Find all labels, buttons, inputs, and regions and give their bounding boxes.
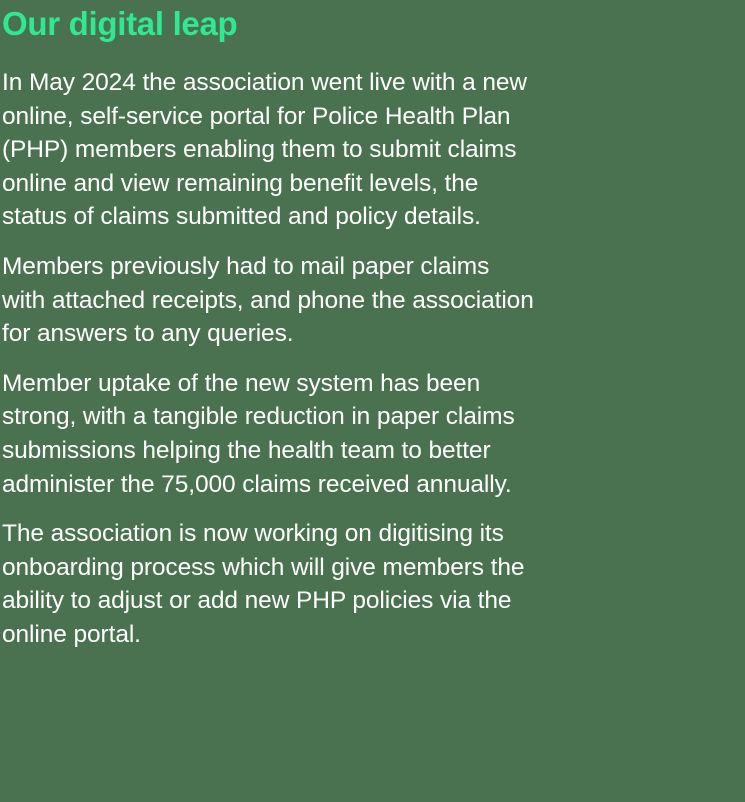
text-line: status of claims submitted and policy details. — [2, 203, 481, 231]
text-line: Members previously had to mail paper claims — [2, 252, 490, 280]
text-line: In May 2024 the association went live with a new — [2, 69, 527, 96]
text-line: ability to adjust or add new PHP policies via the — [2, 587, 512, 615]
text-line: with attached receipts, and phone the association — [2, 286, 534, 314]
text-line: administer the 75,000 claims received annually. — [2, 470, 512, 498]
article-title: Our digital leap — [2, 5, 238, 42]
text-line: Member uptake of the new system has been — [2, 369, 481, 397]
paragraph-onboarding — [2, 517, 745, 651]
text-line: online, self-service portal for Police Health Plan — [2, 102, 511, 130]
text-line: The association is now working on digitising its — [2, 520, 504, 548]
paragraph-portal-launch — [2, 66, 745, 234]
paragraph-previous-process — [2, 250, 745, 351]
paragraph-member-uptake — [2, 367, 745, 501]
text-line: submissions helping the health team to better — [2, 436, 491, 464]
text-line: onboarding process which will give members the — [2, 553, 525, 581]
text-line: online and view remaining benefit levels, the — [2, 169, 479, 197]
text-line: online portal. — [2, 620, 141, 648]
text-line: strong, with a tangible reduction in paper claims — [2, 403, 515, 431]
text-line: (PHP) members enabling them to submit claims — [2, 136, 517, 164]
text-line: for answers to any queries. — [2, 320, 294, 348]
